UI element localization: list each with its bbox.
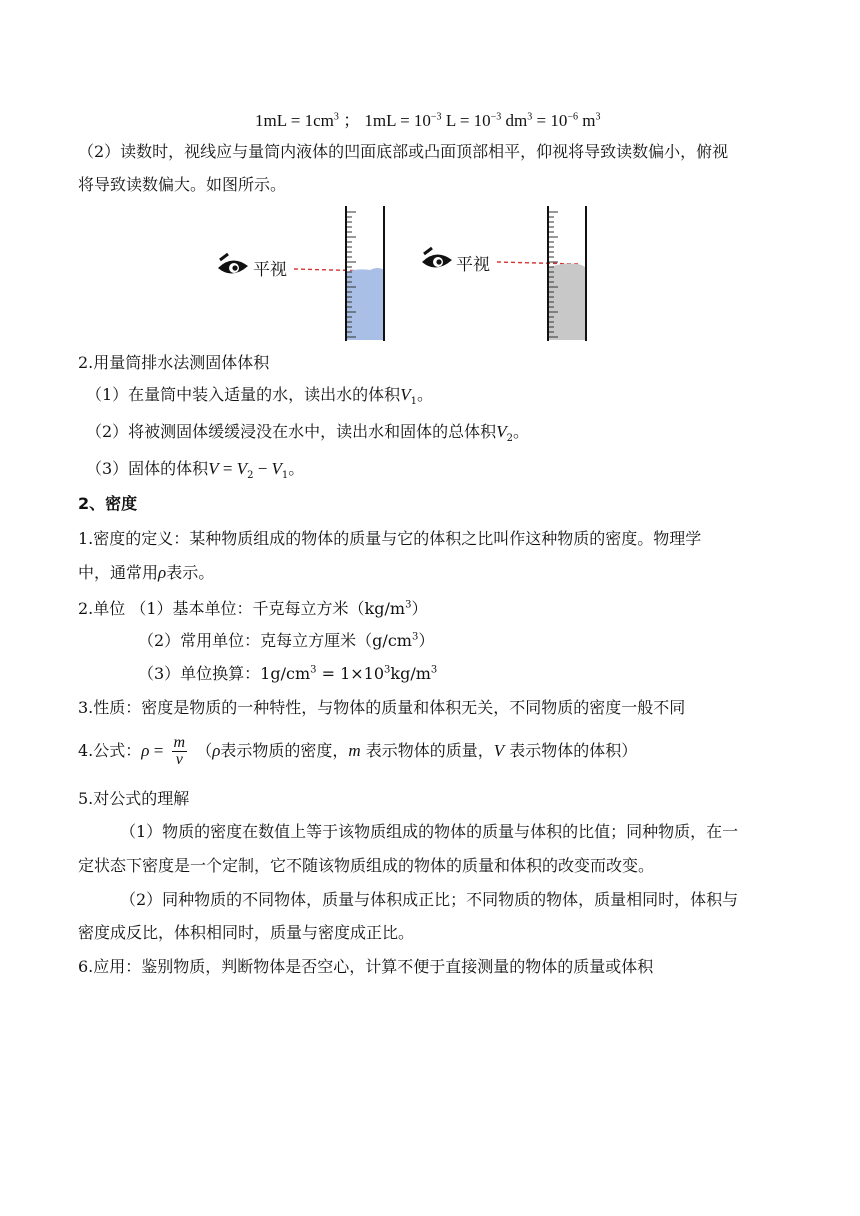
reading-line-1: （2）读数时，视线应与量筒内液体的凹面底部或凸面顶部相平，仰视将导致读数偏小，俯视 — [78, 142, 729, 161]
eq-sup: −3 — [490, 111, 502, 123]
unit-sup: 3 — [384, 664, 391, 676]
step-end: 。 — [288, 459, 305, 478]
eq-part: L = 10 — [441, 111, 491, 130]
section-heading-displacement: 2.用量筒排水法测固体体积 — [78, 353, 270, 372]
rho-symbol: ρ — [141, 741, 150, 760]
density-definition-line-1: 1.密度的定义：某种物质组成的物体的质量与它的体积之比叫作这种物质的密度。物理学 — [78, 529, 702, 548]
unit-end: kg/m — [390, 664, 431, 683]
unit-text: （1）基本单位：千克每立方米（kg/m — [130, 599, 406, 618]
displacement-step-3 — [86, 458, 304, 480]
var-sub: 2 — [247, 470, 254, 482]
left-cylinder — [346, 206, 384, 341]
text: 表示物体的体积） — [504, 741, 638, 760]
eq-part: = 10 — [532, 111, 568, 130]
minus: − — [253, 459, 272, 478]
unit-conversion-equation — [255, 106, 601, 131]
eq-sup: 3 — [527, 111, 533, 123]
unit-text: （3）单位换算：1g/cm — [138, 664, 311, 683]
unit-line-3 — [138, 663, 437, 685]
unit-text: = 1×10 — [316, 664, 385, 683]
understanding-2-line-2: 密度成反比，体积相同时，质量与密度成正比。 — [78, 923, 415, 942]
density-formula-line — [78, 733, 637, 769]
unit-sup: 3 — [430, 664, 438, 676]
eq-sup: −3 — [430, 111, 442, 123]
var-sub: 1 — [281, 470, 289, 482]
displacement-step-2 — [86, 421, 529, 443]
right-cylinder — [548, 206, 586, 341]
var-v: V — [271, 459, 282, 478]
var-sub: 2 — [506, 433, 513, 445]
step-end: 。 — [416, 385, 433, 404]
var-v: V — [236, 459, 248, 478]
formula-prefix: 4.公式： — [78, 741, 142, 760]
eq-sup: −6 — [567, 111, 579, 123]
unit-line-1 — [78, 598, 427, 620]
eq-sup: 3 — [333, 111, 339, 123]
eq-separator: ； — [343, 111, 361, 130]
text: 中，通常用 — [78, 563, 159, 582]
var-v: V — [496, 422, 507, 441]
rho-symbol: ρ — [158, 563, 167, 582]
density-property: 3.性质：密度是物质的一种特性，与物体的质量和体积无关，不同物质的密度一般不同 — [78, 698, 686, 717]
step-text: （1）在量筒中装入适量的水，读出水的体积 — [86, 385, 401, 404]
step-text: （2）将被测固体缓缓浸没在水中，读出水和固体的总体积 — [86, 422, 497, 441]
unit-end: ） — [418, 631, 435, 650]
cylinder-reading-figure — [210, 200, 610, 345]
unit-sup: 3 — [411, 631, 419, 643]
eye-icon — [218, 254, 248, 274]
reading-line-2: 将导致读数偏大。如图所示。 — [78, 175, 287, 194]
fraction-numerator: m — [173, 734, 186, 751]
var-m: m — [348, 741, 361, 760]
unit-text: （2）常用单位：克每立方厘米（g/cm — [138, 631, 412, 650]
right-sight-label: 平视 — [456, 255, 490, 275]
fraction-denominator: v — [175, 751, 183, 768]
density-definition-line-2 — [78, 562, 214, 584]
understanding-1-line-2: 定状态下密度是一个定制，它不随该物质组成的物体的质量和体积的改变而改变。 — [78, 856, 655, 875]
left-liquid — [346, 268, 384, 340]
var-v: V — [208, 459, 219, 478]
text: 表示。 — [166, 563, 215, 582]
unit-sup: 3 — [405, 599, 412, 611]
eq-part: dm — [501, 111, 528, 130]
density-heading: 2、密度 — [78, 494, 138, 513]
text: 表示物质的密度， — [220, 741, 349, 760]
unit-prefix: 2.单位 — [78, 599, 126, 618]
var-v: V — [400, 385, 411, 404]
equals: = — [149, 741, 168, 760]
eq-part: m — [578, 111, 596, 130]
var-sub: 1 — [410, 396, 417, 408]
eq-part: 1mL = 10 — [364, 111, 431, 130]
text: （ — [196, 741, 213, 760]
text: 表示物体的质量， — [360, 741, 494, 760]
step-end: 。 — [512, 422, 529, 441]
unit-sup: 3 — [310, 664, 317, 676]
var-v: V — [493, 741, 505, 760]
formula-understanding-title: 5.对公式的理解 — [78, 789, 190, 808]
eq-sup: 3 — [595, 111, 601, 123]
eq-part: 1mL = 1cm — [255, 111, 334, 130]
equals: = — [218, 459, 237, 478]
step-text: （3）固体的体积 — [86, 459, 209, 478]
density-application: 6.应用：鉴别物质，判断物体是否空心，计算不便于直接测量的物体的质量或体积 — [78, 957, 654, 976]
unit-end: ） — [411, 599, 428, 618]
understanding-2-line-1: （2）同种物质的不同物体，质量与体积成正比；不同物质的物体，质量相同时，体积与 — [120, 890, 739, 909]
understanding-1-line-1: （1）物质的密度在数值上等于该物质组成的物体的质量与体积的比值；同种物质，在一 — [120, 822, 739, 841]
unit-line-2 — [138, 630, 434, 652]
rho-symbol: ρ — [212, 741, 221, 760]
left-sight-label: 平视 — [253, 260, 287, 280]
displacement-step-1 — [86, 384, 433, 406]
eye-icon — [422, 248, 452, 268]
density-fraction — [172, 735, 188, 768]
